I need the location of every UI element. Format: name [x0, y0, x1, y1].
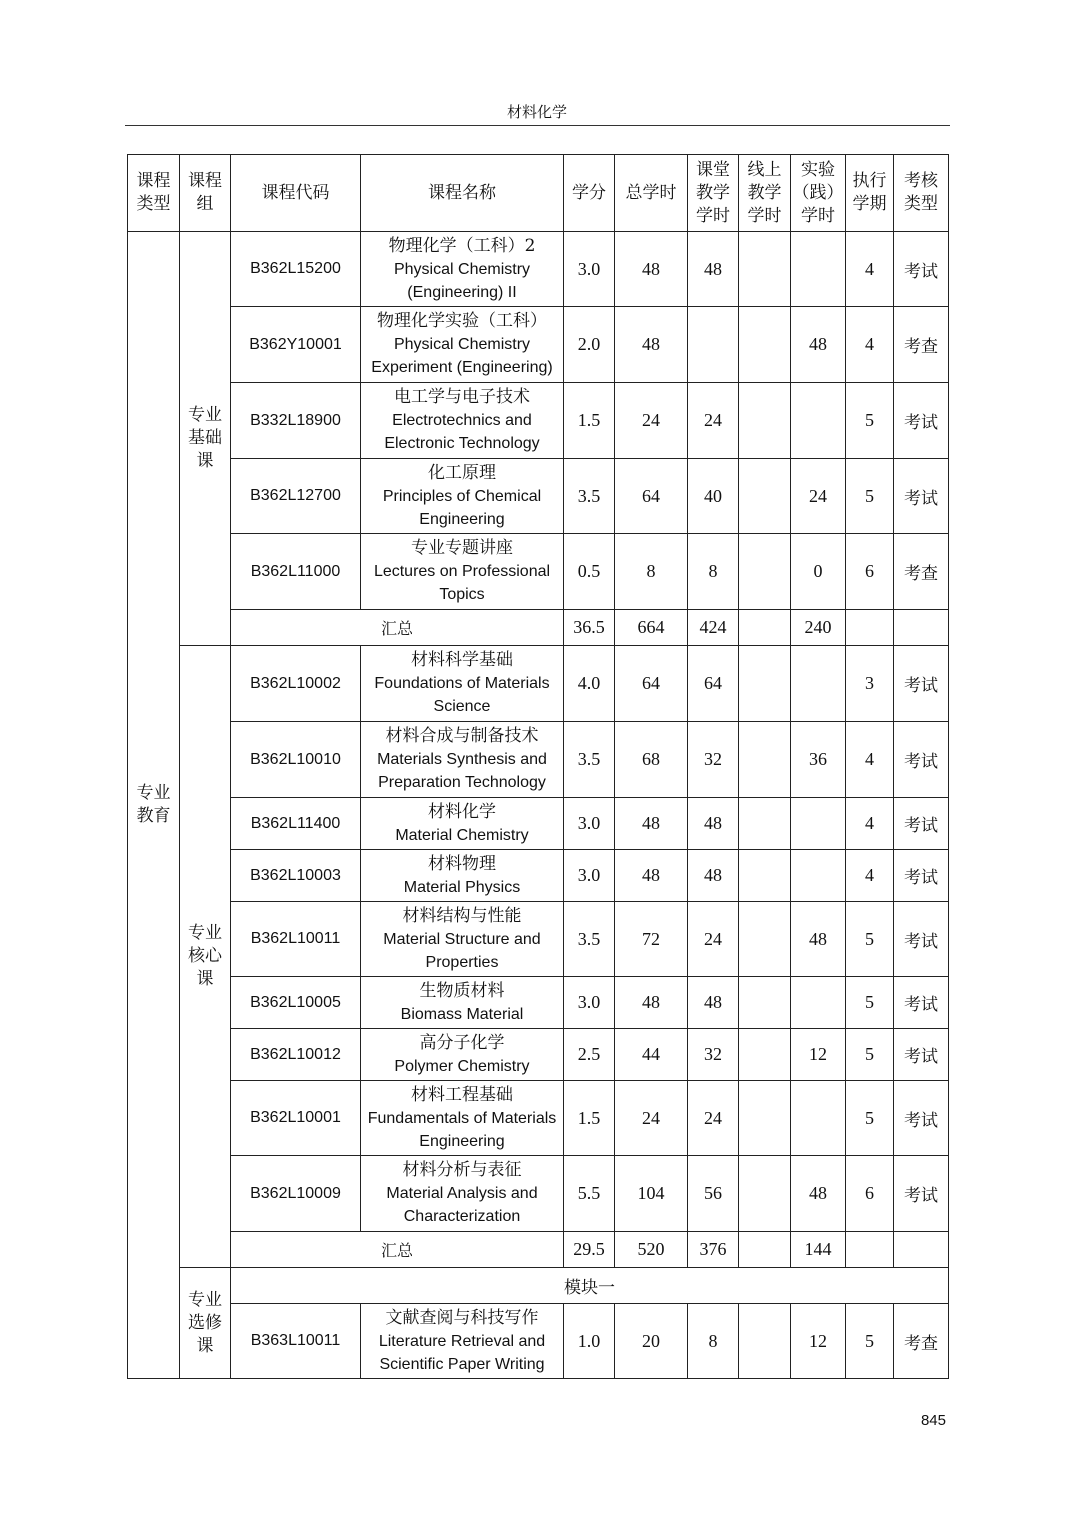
total-hours: 72 — [615, 902, 688, 977]
course-name-zh: 材料科学基础 — [411, 650, 513, 670]
credits: 3.0 — [564, 850, 615, 902]
exam-type: 考查 — [894, 1304, 949, 1379]
table-row — [128, 646, 949, 722]
total-hours: 64 — [615, 646, 688, 722]
semester: 4 — [846, 722, 894, 798]
col-header-course-code: 课程代码 — [231, 155, 361, 232]
course-code: B362L10002 — [231, 646, 361, 722]
class-hours: 24 — [688, 383, 739, 459]
course-name-en: Engineering — [419, 510, 505, 528]
table-row — [128, 798, 949, 850]
course-name — [361, 383, 564, 459]
subtotal-row — [128, 1232, 949, 1268]
course-name-en: Topics — [439, 586, 485, 603]
exam-type: 考查 — [894, 307, 949, 383]
course-name — [361, 534, 564, 610]
table-row — [128, 977, 949, 1029]
course-code: B332L18900 — [231, 383, 361, 459]
credits: 0.5 — [564, 534, 615, 610]
online-hours — [739, 1081, 791, 1156]
course-name-zh: 电工学与电子技术 — [394, 387, 530, 407]
exam-type: 考查 — [894, 534, 949, 610]
online-hours — [739, 1304, 791, 1379]
exam-type: 考试 — [894, 459, 949, 534]
class-hours: 48 — [688, 232, 739, 307]
total-hours: 44 — [615, 1029, 688, 1081]
table-row — [128, 902, 949, 977]
total-hours: 48 — [615, 850, 688, 902]
subtotal-row — [128, 610, 949, 646]
class-hours: 32 — [688, 722, 739, 798]
total-hours: 20 — [615, 1304, 688, 1379]
class-hours: 48 — [688, 850, 739, 902]
online-hours — [739, 902, 791, 977]
course-name — [361, 232, 564, 307]
subtotal-exam — [894, 610, 949, 646]
course-name-zh: 专业专题讲座 — [411, 538, 513, 558]
running-header-title: 材料化学 — [506, 103, 567, 121]
lab-hours — [791, 383, 846, 459]
online-hours — [739, 1029, 791, 1081]
online-hours — [739, 646, 791, 722]
course-name-en: Material Structure and — [383, 930, 541, 948]
class-hours — [688, 307, 739, 383]
course-name — [361, 977, 564, 1029]
course-name — [361, 902, 564, 977]
exam-type: 考试 — [894, 902, 949, 977]
subtotal-label: 汇总 — [231, 1232, 564, 1268]
col-header-class-hours: 课堂 教学 学时 — [688, 155, 739, 232]
semester: 4 — [846, 798, 894, 850]
course-code: B362L10009 — [231, 1156, 361, 1232]
semester: 6 — [846, 1156, 894, 1232]
class-hours: 8 — [688, 1304, 739, 1379]
col-header-credits: 学分 — [564, 155, 615, 232]
semester: 5 — [846, 977, 894, 1029]
course-name — [361, 1156, 564, 1232]
total-hours: 104 — [615, 1156, 688, 1232]
course-name-en: Physical Chemistry — [393, 260, 531, 278]
course-plan-table — [127, 154, 949, 1379]
total-hours: 24 — [615, 383, 688, 459]
course-name-zh: 物理化学（工科）2 — [388, 235, 536, 256]
semester: 5 — [846, 1029, 894, 1081]
course-code: B362L11000 — [231, 534, 361, 610]
header-rule — [125, 125, 950, 126]
exam-type: 考试 — [894, 798, 949, 850]
course-name — [361, 798, 564, 850]
table-row — [128, 1081, 949, 1156]
course-name-en: Materials Synthesis and — [377, 751, 547, 768]
category-cell: 专业 教育 — [128, 232, 180, 1379]
lab-hours: 0 — [791, 534, 846, 610]
course-name-en: Physical Chemistry — [393, 336, 531, 353]
course-name-zh: 生物质材料 — [419, 980, 505, 1001]
course-code: B362L11400 — [231, 798, 361, 850]
course-name — [361, 722, 564, 798]
exam-type: 考试 — [894, 850, 949, 902]
total-hours: 24 — [615, 1081, 688, 1156]
semester: 4 — [846, 850, 894, 902]
course-name — [361, 850, 564, 902]
exam-type: 考试 — [894, 977, 949, 1029]
course-name-en: Properties — [425, 953, 499, 971]
exam-type: 考试 — [894, 1081, 949, 1156]
course-code: B362L10001 — [231, 1081, 361, 1156]
table-row — [128, 1304, 949, 1379]
lab-hours: 24 — [791, 459, 846, 534]
subtotal-class-hours: 376 — [688, 1232, 739, 1268]
subtotal-online-hours — [739, 610, 791, 646]
semester: 4 — [846, 232, 894, 307]
online-hours — [739, 383, 791, 459]
semester: 3 — [846, 646, 894, 722]
course-name-zh: 材料物理 — [428, 853, 496, 874]
course-name-zh: 文献查阅与科技写作 — [385, 1307, 539, 1328]
lab-hours: 36 — [791, 722, 846, 798]
course-code: B362L12700 — [231, 459, 361, 534]
class-hours: 40 — [688, 459, 739, 534]
course-name-en: Material Chemistry — [395, 826, 529, 844]
course-name-en: Experiment (Engineering) — [371, 359, 553, 376]
subtotal-lab-hours: 144 — [791, 1232, 846, 1268]
online-hours — [739, 232, 791, 307]
lab-hours — [791, 977, 846, 1029]
credits: 4.0 — [564, 646, 615, 722]
course-name — [361, 307, 564, 383]
course-name-en: Engineering — [419, 1132, 505, 1150]
course-code: B362L10012 — [231, 1029, 361, 1081]
course-code: B362L10010 — [231, 722, 361, 798]
exam-type: 考试 — [894, 722, 949, 798]
course-name-en: Lectures on Professional — [373, 563, 551, 580]
col-header-exam-type: 考核 类型 — [894, 155, 949, 232]
lab-hours — [791, 798, 846, 850]
course-name-en: Polymer Chemistry — [394, 1057, 530, 1075]
course-name-en: Biomass Material — [400, 1005, 524, 1023]
table-row — [128, 1029, 949, 1081]
course-code: B362L15200 — [231, 232, 361, 307]
course-name-en: Principles of Chemical — [382, 487, 542, 505]
semester: 5 — [846, 383, 894, 459]
credits: 2.0 — [564, 307, 615, 383]
online-hours — [739, 534, 791, 610]
subtotal-label: 汇总 — [231, 610, 564, 646]
credits: 3.5 — [564, 902, 615, 977]
course-code: B362L10003 — [231, 850, 361, 902]
online-hours — [739, 798, 791, 850]
online-hours — [739, 850, 791, 902]
col-header-course-name: 课程名称 — [361, 155, 564, 232]
course-name-en: Electrotechnics and — [392, 412, 532, 429]
total-hours: 8 — [615, 534, 688, 610]
online-hours — [739, 459, 791, 534]
total-hours: 48 — [615, 798, 688, 850]
course-name-en: Material Physics — [403, 878, 521, 896]
course-name-en: Fundamentals of Materials — [367, 1109, 557, 1127]
course-name — [361, 1304, 564, 1379]
course-name-en: Characterization — [403, 1208, 521, 1225]
subtotal-credits: 36.5 — [564, 610, 615, 646]
lab-hours: 48 — [791, 1156, 846, 1232]
class-hours: 8 — [688, 534, 739, 610]
lab-hours — [791, 646, 846, 722]
online-hours — [739, 307, 791, 383]
exam-type: 考试 — [894, 1156, 949, 1232]
class-hours: 48 — [688, 798, 739, 850]
online-hours — [739, 977, 791, 1029]
course-name-zh: 材料化学 — [428, 801, 496, 822]
course-name-en: Preparation Technology — [378, 774, 546, 791]
group-cell-elective: 专业 选修 课 — [180, 1268, 231, 1379]
table-row — [128, 850, 949, 902]
table-header-row — [128, 155, 949, 232]
total-hours: 64 — [615, 459, 688, 534]
course-name-en: Science — [433, 698, 491, 715]
course-name-en: Electronic Technology — [384, 435, 540, 452]
class-hours: 64 — [688, 646, 739, 722]
lab-hours: 12 — [791, 1029, 846, 1081]
lab-hours — [791, 850, 846, 902]
table-row — [128, 1156, 949, 1232]
subtotal-semester — [846, 610, 894, 646]
course-name-zh: 材料工程基础 — [411, 1084, 513, 1105]
class-hours: 48 — [688, 977, 739, 1029]
table-row — [128, 534, 949, 610]
semester: 6 — [846, 534, 894, 610]
course-name-zh: 物理化学实验（工科） — [377, 311, 547, 331]
course-code: B362L10005 — [231, 977, 361, 1029]
course-name-zh: 化工原理 — [428, 462, 496, 483]
semester: 5 — [846, 902, 894, 977]
course-name — [361, 646, 564, 722]
col-header-semester: 执行 学期 — [846, 155, 894, 232]
col-header-online-hours: 线上 教学 学时 — [739, 155, 791, 232]
table-row — [128, 232, 949, 307]
credits: 3.0 — [564, 977, 615, 1029]
subtotal-total-hours: 520 — [615, 1232, 688, 1268]
course-name — [361, 459, 564, 534]
total-hours: 48 — [615, 232, 688, 307]
course-name-en: Literature Retrieval and — [378, 1332, 546, 1350]
semester: 4 — [846, 307, 894, 383]
subtotal-semester — [846, 1232, 894, 1268]
table-row — [128, 383, 949, 459]
credits: 3.0 — [564, 798, 615, 850]
course-name-en: Scientific Paper Writing — [379, 1355, 545, 1373]
credits: 1.5 — [564, 383, 615, 459]
subtotal-lab-hours: 240 — [791, 610, 846, 646]
table-row — [128, 459, 949, 534]
credits: 1.0 — [564, 1304, 615, 1379]
semester: 5 — [846, 1304, 894, 1379]
col-header-lab-hours: 实验 （践） 学时 — [791, 155, 846, 232]
course-name — [361, 1081, 564, 1156]
class-hours: 56 — [688, 1156, 739, 1232]
online-hours — [739, 1156, 791, 1232]
course-code: B362Y10001 — [231, 307, 361, 383]
col-header-course-group: 课程 组 — [180, 155, 231, 232]
subtotal-total-hours: 664 — [615, 610, 688, 646]
lab-hours — [791, 1081, 846, 1156]
subtotal-credits: 29.5 — [564, 1232, 615, 1268]
table-body — [128, 232, 949, 1379]
semester: 5 — [846, 459, 894, 534]
total-hours: 48 — [615, 307, 688, 383]
course-name-zh: 材料结构与性能 — [402, 905, 522, 926]
credits: 3.5 — [564, 722, 615, 798]
credits: 5.5 — [564, 1156, 615, 1232]
table-row — [128, 722, 949, 798]
subtotal-online-hours — [739, 1232, 791, 1268]
total-hours: 68 — [615, 722, 688, 798]
lab-hours — [791, 232, 846, 307]
course-name-en: Foundations of Materials — [374, 675, 550, 692]
exam-type: 考试 — [894, 383, 949, 459]
table-row — [128, 307, 949, 383]
subtotal-class-hours: 424 — [688, 610, 739, 646]
group-cell-core: 专业 核心 课 — [180, 646, 231, 1268]
page-number: 845 — [920, 1412, 946, 1429]
class-hours: 24 — [688, 1081, 739, 1156]
course-name-zh: 材料分析与表征 — [402, 1160, 522, 1180]
course-name — [361, 1029, 564, 1081]
credits: 3.0 — [564, 232, 615, 307]
credits: 1.5 — [564, 1081, 615, 1156]
subtotal-exam — [894, 1232, 949, 1268]
module-label: 模块一 — [231, 1268, 949, 1304]
lab-hours: 12 — [791, 1304, 846, 1379]
lab-hours: 48 — [791, 307, 846, 383]
col-header-total-hours: 总学时 — [615, 155, 688, 232]
course-name-en: (Engineering) II — [407, 283, 517, 301]
class-hours: 32 — [688, 1029, 739, 1081]
course-name-en: Material Analysis and — [386, 1185, 538, 1202]
online-hours — [739, 722, 791, 798]
credits: 3.5 — [564, 459, 615, 534]
course-code: B362L10011 — [231, 902, 361, 977]
semester: 5 — [846, 1081, 894, 1156]
total-hours: 48 — [615, 977, 688, 1029]
col-header-course-type: 课程 类型 — [128, 155, 180, 232]
group-cell-basic: 专业 基础 课 — [180, 232, 231, 646]
course-name-zh: 材料合成与制备技术 — [385, 726, 539, 746]
class-hours: 24 — [688, 902, 739, 977]
course-name-zh: 高分子化学 — [419, 1032, 505, 1053]
exam-type: 考试 — [894, 1029, 949, 1081]
course-code: B363L10011 — [231, 1304, 361, 1379]
lab-hours: 48 — [791, 902, 846, 977]
exam-type: 考试 — [894, 646, 949, 722]
credits: 2.5 — [564, 1029, 615, 1081]
exam-type: 考试 — [894, 232, 949, 307]
module-row — [128, 1268, 949, 1304]
